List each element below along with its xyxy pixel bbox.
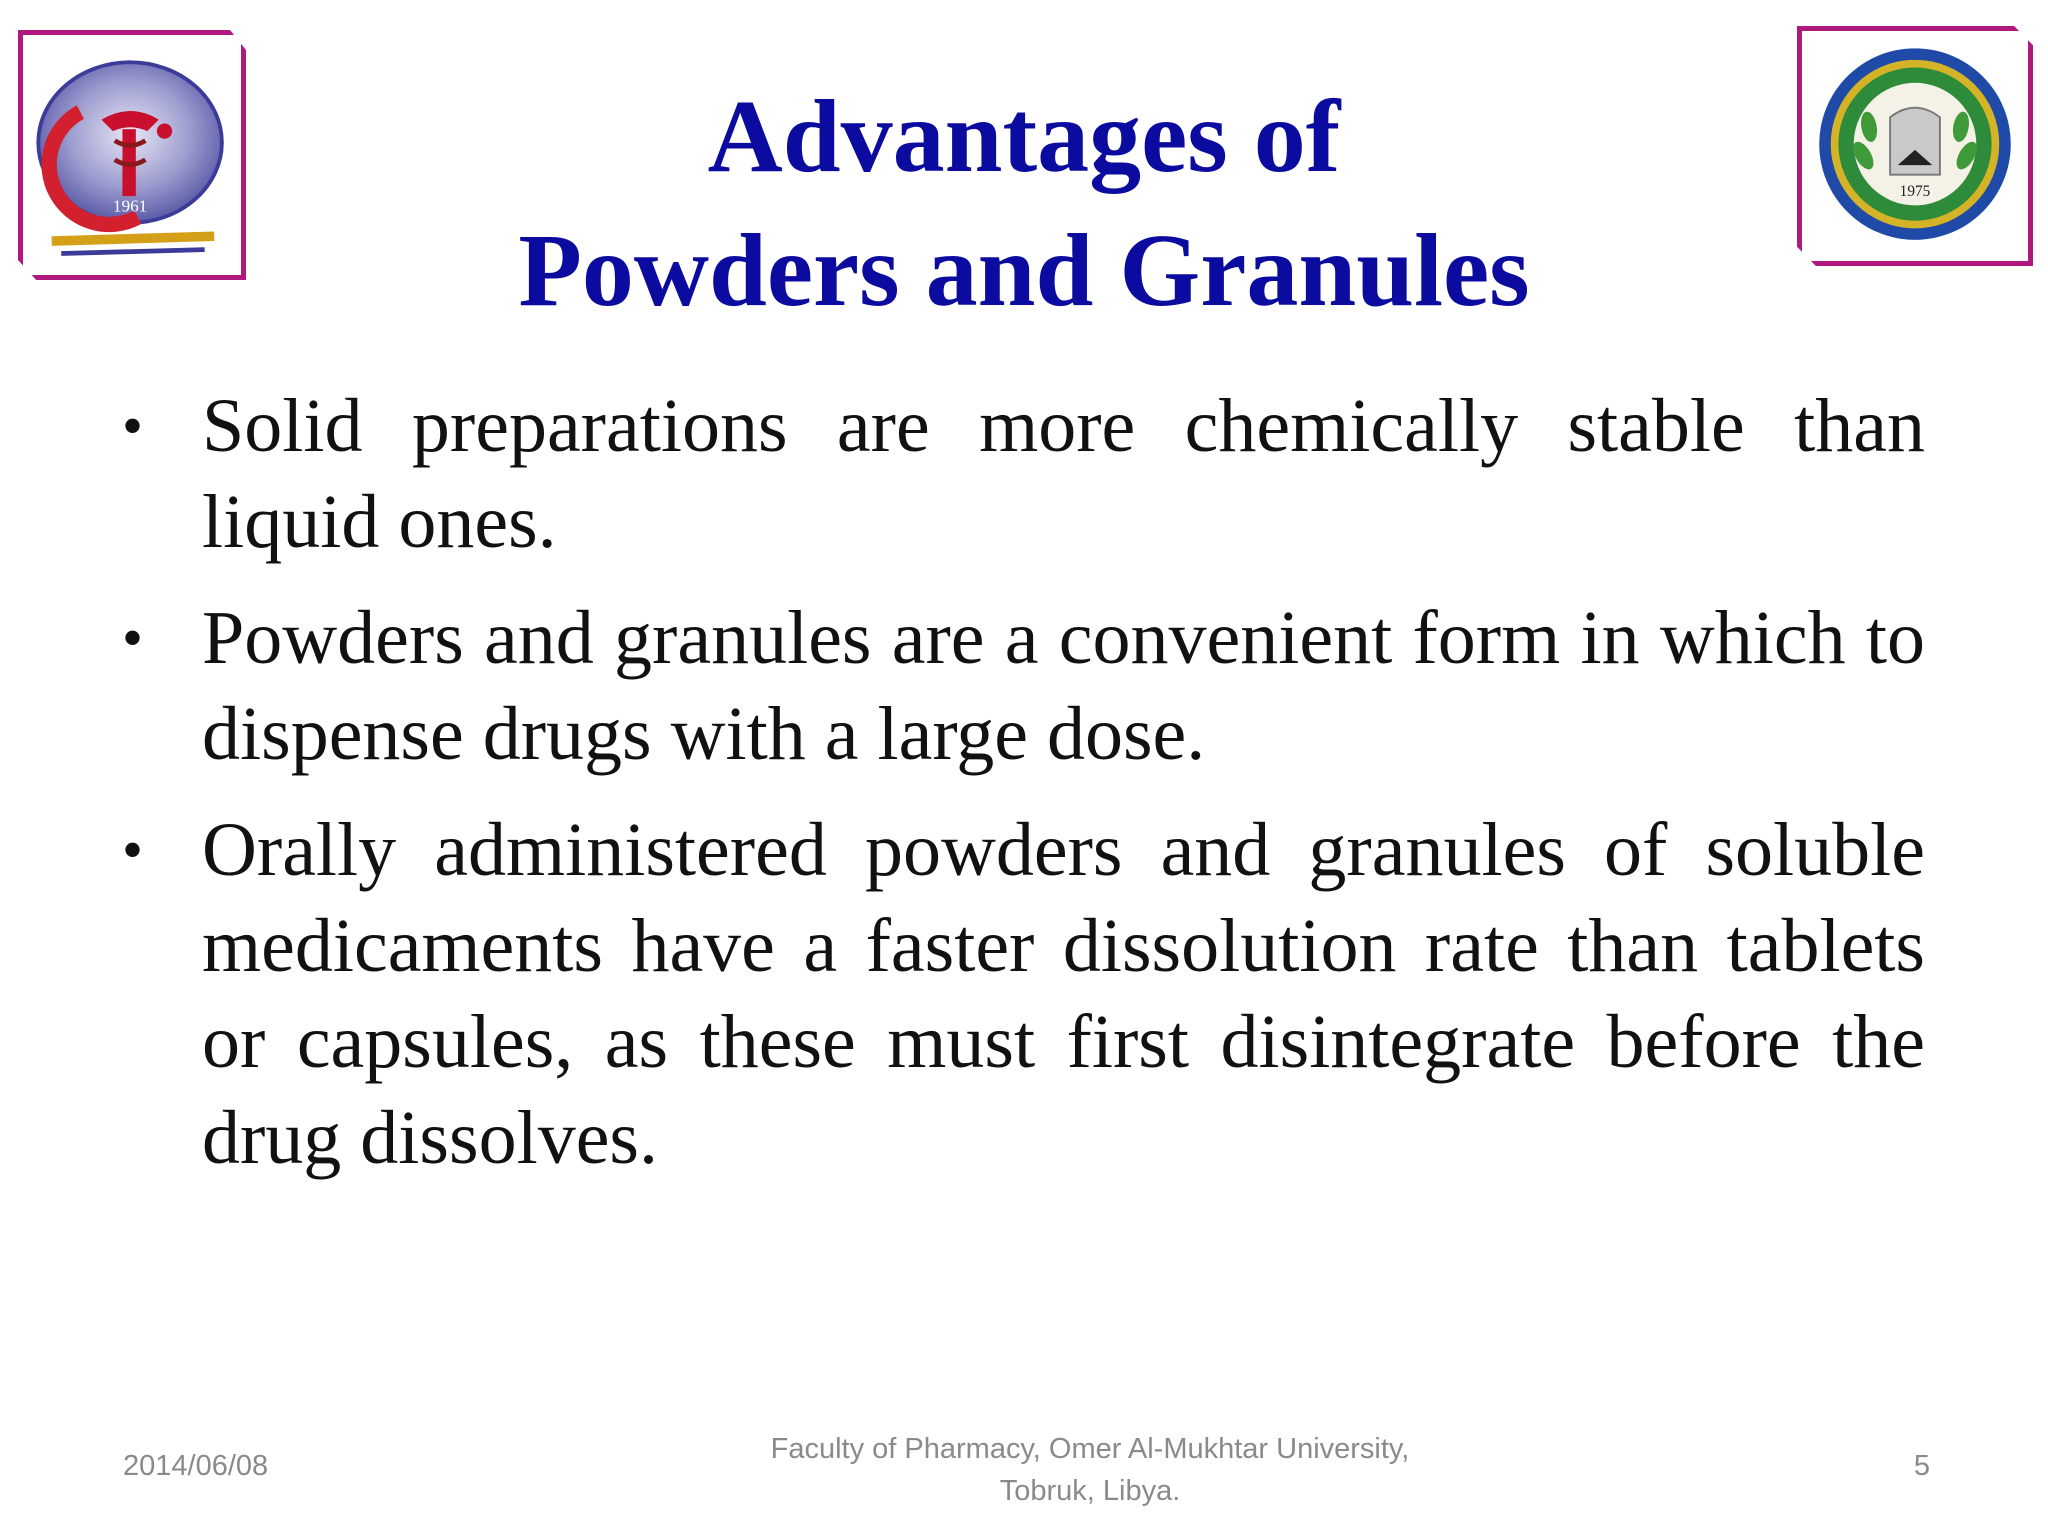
svg-text:1975: 1975 — [1899, 182, 1931, 200]
title-line-1: Advantages of — [707, 79, 1341, 194]
university-logo — [1797, 26, 2033, 266]
slide-title — [300, 70, 1748, 338]
bullet-marker: • — [122, 817, 144, 883]
footer-date: 2014/06/08 — [123, 1450, 269, 1482]
faculty-logo — [18, 30, 246, 280]
bullet-marker: • — [122, 605, 144, 671]
bullet-text: Orally administered powders and granules of soluble medicaments have a faster dissolution rate than tablets or capsules, as these must first disintegrate before the drug dissolves. — [202, 808, 1925, 1180]
bullet-item — [122, 590, 1925, 782]
title-line-2: Powders and Granules — [518, 213, 1530, 328]
bullet-item — [122, 802, 1925, 1186]
faculty-emblem-icon — [23, 35, 241, 275]
bullet-list — [122, 378, 1925, 1206]
footer-institution-line-2: Tobruk, Libya. — [999, 1475, 1181, 1507]
bullet-item — [122, 378, 1925, 570]
svg-text:1961: 1961 — [112, 196, 148, 216]
page-number: 5 — [1913, 1450, 1930, 1482]
bullet-marker: • — [122, 393, 144, 459]
footer-institution-line-1: Faculty of Pharmacy, Omer Al-Mukhtar University, — [770, 1433, 1410, 1465]
bullet-text: Powders and granules are a convenient form in which to dispense drugs with a large dose. — [202, 596, 1925, 776]
footer-institution — [720, 1428, 1460, 1512]
university-seal-icon — [1802, 31, 2028, 261]
bullet-text: Solid preparations are more chemically stable than liquid ones. — [202, 384, 1925, 564]
